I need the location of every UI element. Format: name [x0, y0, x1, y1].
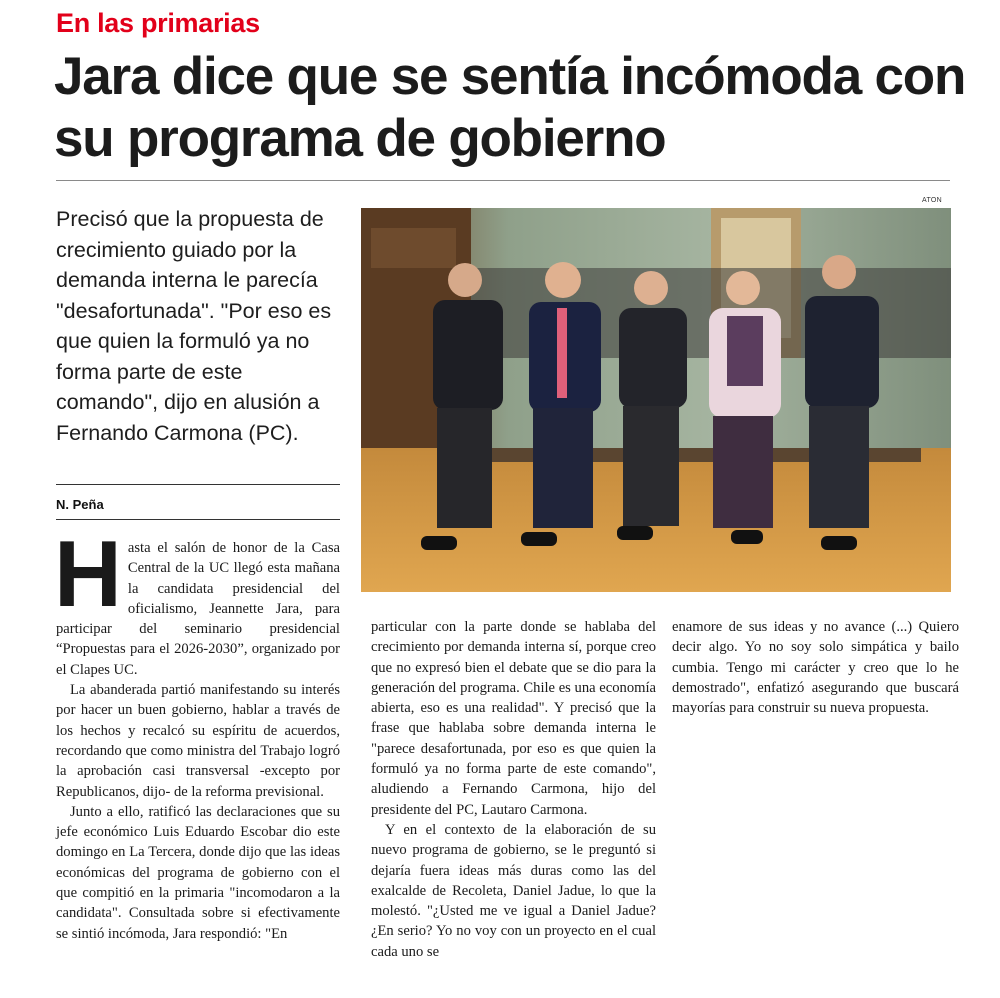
paragraph: particular con la parte donde se hablaba del crecimiento por demanda interna sí, porque creo que no expresó bien el debate que se dio para la generación del programa. Chile es una economía abierta, eso es una realidad". Y precisó que la frase que hablaba sobre demanda interna le "parece desafortunada, por eso es que quien la formuló ya no forma parte de este comando", aludiendo a Fernando Carmona, hijo del presidente del PC, Lautaro Carmona.	[371, 619, 656, 818]
byline: N. Peña	[56, 497, 104, 512]
body-column-2	[371, 617, 656, 962]
headline: Jara dice que se sentía incómoda con su programa de gobierno	[54, 47, 966, 168]
paragraph-text: asta el salón de honor de la Casa Central de la UC llegó esta mañana la candidata presidencial del oficialismo, Jeannette Jara, para participar del seminario presidencial “Propuestas para el 2026-2030”, organizado por el Clapes UC.	[56, 540, 340, 678]
body-column-3	[672, 617, 959, 718]
deck: Precisó que la propuesta de crecimiento guiado por la demanda interna le parecía "desafortunada". "Por eso es que quien la formuló ya no forma parte de este comando", dijo en alusión a Fernando Carmona (PC).	[56, 207, 332, 445]
dropcap: H	[54, 521, 122, 626]
body-column-1	[54, 521, 340, 944]
paragraph: Y en el contexto de la elaboración de su nuevo programa de gobierno, se le preguntó si dejaría fuera ideas más duras como las del exalcalde de Recoleta, Daniel Jadue, lo que la molestó. "¿Usted me ve igual a Daniel Jadue? ¿En serio? Yo no voy con un proyecto en el cual cada uno se	[371, 821, 656, 960]
paragraph: enamore de sus ideas y no avance (...) Quiero decir algo. Yo no soy solo simpática y bailo cumbia. Tengo mi carácter y creo que lo he demostrado", enfatizó asegurando que buscará mayorías para construir su nueva propuesta.	[672, 619, 959, 717]
byline-divider-bottom	[56, 519, 340, 520]
byline-divider-top	[56, 484, 340, 485]
paragraph	[54, 521, 340, 680]
article-photo	[361, 208, 951, 592]
paragraph: La abanderada partió manifestando su interés por hacer un buen gobierno, hablar a través de los hechos y recalcó su espíritu de acuerdos, recordando que como ministra del Trabajo logró la aprobación casi transversal -excepto por Republicanos, dijo- de la reforma previsional.	[56, 682, 340, 800]
kicker: En las primarias	[56, 8, 260, 38]
photo-credit: ATON	[922, 197, 942, 204]
paragraph: Junto a ello, ratificó las declaraciones que su jefe económico Luis Eduardo Escobar dio este domingo en La Tercera, donde dijo que las ideas económicas del programa de gobierno con el que compitió en la primaria "incomodaron a la candidata". Consultada sobre si efectivamente se sintió incómoda, Jara respondió: "En	[56, 803, 340, 942]
top-divider	[56, 180, 950, 181]
